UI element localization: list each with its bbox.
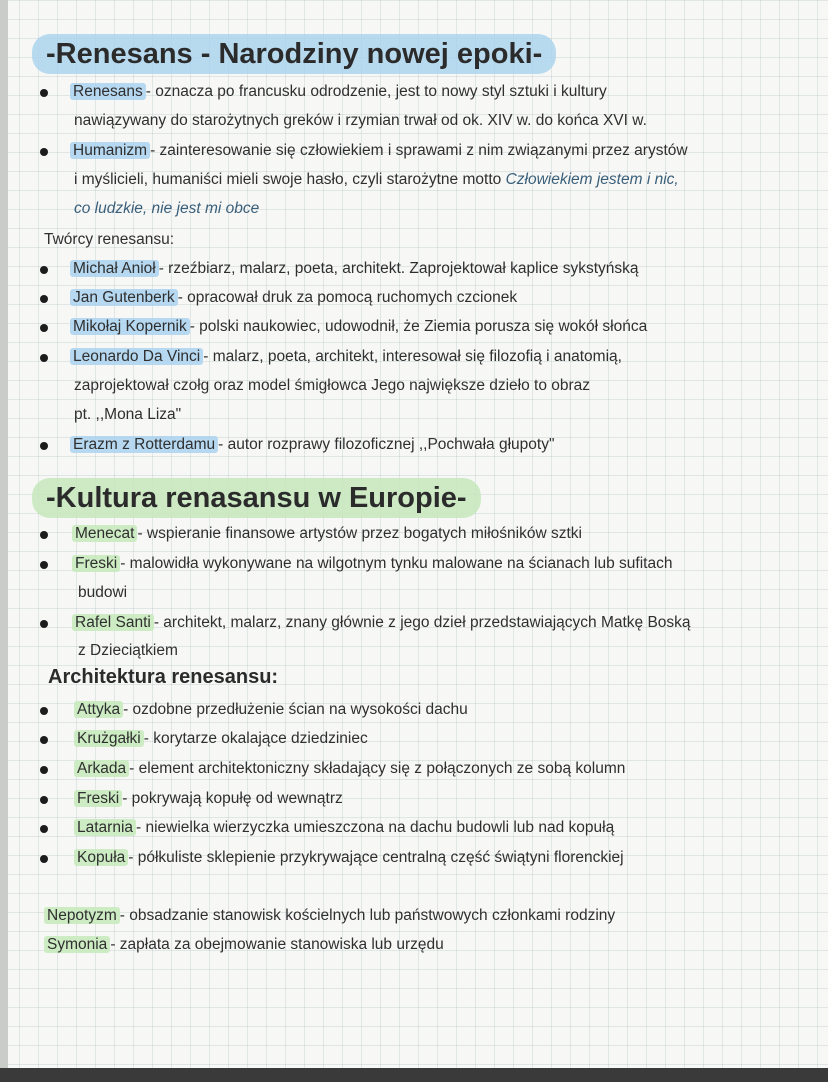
motto-text: Człowiekiem jestem i nic, (505, 171, 679, 188)
bullet-icon (40, 796, 48, 804)
list-item-renesans (70, 81, 607, 103)
section-title-architecture: Architektura renesansu: (48, 666, 279, 688)
list-item-creator (70, 316, 647, 338)
list-item-culture (72, 523, 582, 545)
list-item-humanizm (70, 140, 688, 162)
list-item-culture (72, 612, 691, 634)
list-item-creator (70, 258, 639, 280)
section-title-renaissance: -Renesans - Narodziny nowej epoki- (32, 34, 556, 74)
bullet-icon (40, 354, 48, 362)
term-creator: Mikołaj Kopernik (70, 318, 190, 335)
bullet-icon (40, 855, 48, 863)
list-item-culture (72, 553, 672, 575)
term-renesans: Renesans (70, 83, 146, 100)
term-symonia: Symonia (44, 936, 110, 953)
bullet-icon (40, 825, 48, 833)
bullet-icon (40, 148, 48, 156)
text-line (74, 169, 679, 191)
definition-text: - obsadzanie stanowisk kościelnych lub państwowych członkami rodziny (119, 907, 616, 924)
definition-text: - pokrywają kopułę od wewnątrz (122, 790, 343, 807)
term-creator: Leonardo Da Vinci (70, 348, 203, 365)
term-culture: Freski (72, 555, 120, 572)
term-humanizm: Humanizm (70, 142, 150, 159)
bullet-icon (40, 561, 48, 569)
term-culture: Menecat (72, 525, 137, 542)
bullet-icon (40, 295, 48, 303)
page-left-edge (0, 0, 8, 1082)
definition-text: - rzeźbiarz, malarz, poeta, architekt. Zaprojektował kaplice sykstyńską (158, 260, 639, 277)
bullet-icon (40, 736, 48, 744)
term-creator: Erazm z Rotterdamu (70, 436, 218, 453)
list-item-architecture (74, 699, 468, 721)
text-line: pt. ,,Mona Liza" (74, 406, 182, 423)
bullet-icon (40, 531, 48, 539)
bullet-icon (40, 324, 48, 332)
term-architecture: Freski (74, 790, 122, 807)
text-span: i myślicieli, humaniści mieli swoje hasło, czyli starożytne motto (74, 171, 506, 188)
text-line: zaprojektował czołg oraz model śmigłowca Jego największe dzieło to obraz (74, 377, 591, 394)
term-architecture: Arkada (74, 760, 129, 777)
definition-text: - oznacza po francusku odrodzenie, jest to nowy styl sztuki i kultury (145, 83, 607, 100)
definition-symonia (44, 934, 444, 956)
term-architecture: Krużgałki (74, 730, 144, 747)
definition-text: - niewielka wierzyczka umieszczona na dachu budowli lub nad kopułą (136, 819, 615, 836)
list-item-architecture (74, 758, 625, 780)
bullet-icon (40, 620, 48, 628)
bullet-icon (40, 266, 48, 274)
definition-text: - architekt, malarz, znany głównie z jego dzieł przedstawiających Matkę Boską (153, 614, 691, 631)
definition-text: - ozdobne przedłużenie ścian na wysokości dachu (123, 701, 468, 718)
bullet-icon (40, 89, 48, 97)
definition-text: - opracował druk za pomocą ruchomych czcionek (177, 289, 518, 306)
definition-text: - zainteresowanie się człowiekiem i sprawami z nim związanymi przez arystów (150, 142, 688, 159)
definition-text: - element architektoniczny składający się z połączonych ze sobą kolumn (129, 760, 626, 777)
definition-text: - korytarze okalające dziedziniec (143, 730, 368, 747)
list-item-creator (70, 434, 554, 456)
definition-text: - malarz, poeta, architekt, interesował się filozofią i anatomią, (203, 348, 622, 365)
list-item-architecture (74, 728, 368, 750)
list-item-creator (70, 287, 517, 309)
definition-text: - autor rozprawy filozoficznej ,,Pochwała głupoty" (218, 436, 555, 453)
definition-nepotyzm (44, 905, 615, 927)
term-creator: Michał Anioł (70, 260, 159, 277)
definition-text: - półkuliste sklepienie przykrywające centralną część świątyni florenckiej (128, 849, 624, 866)
text-line: budowi (78, 584, 128, 601)
list-item-architecture (74, 847, 624, 869)
creators-heading: Twórcy renesansu: (44, 231, 175, 248)
definition-text: - polski naukowiec, udowodnił, że Ziemia porusza się wokół słońca (189, 318, 648, 335)
bullet-icon (40, 442, 48, 450)
term-architecture: Latarnia (74, 819, 136, 836)
term-architecture: Attyka (74, 701, 123, 718)
text-line: nawiązywany do starożytnych greków i rzymian trwał od ok. XIV w. do końca XVI w. (74, 112, 647, 129)
term-architecture: Kopuła (74, 849, 128, 866)
section-title-culture: -Kultura renasansu w Europie- (32, 478, 481, 518)
list-item-architecture (74, 788, 343, 810)
definition-text: - wspieranie finansowe artystów przez bogatych miłośników sztki (137, 525, 582, 542)
bullet-icon (40, 766, 48, 774)
list-item-creator (70, 346, 622, 368)
list-item-architecture (74, 817, 614, 839)
definition-text: - zapłata za obejmowanie stanowiska lub urzędu (110, 936, 444, 953)
bullet-icon (40, 707, 48, 715)
definition-text: - malowidła wykonywane na wilgotnym tynku malowane na ścianach lub sufitach (120, 555, 673, 572)
term-culture: Rafel Santi (72, 614, 154, 631)
text-line: z Dzieciątkiem (78, 642, 178, 659)
bottom-edge-bar (0, 1068, 828, 1082)
motto-text-continued: co ludzkie, nie jest mi obce (74, 200, 260, 217)
term-creator: Jan Gutenberk (70, 289, 178, 306)
term-nepotyzm: Nepotyzm (44, 907, 120, 924)
